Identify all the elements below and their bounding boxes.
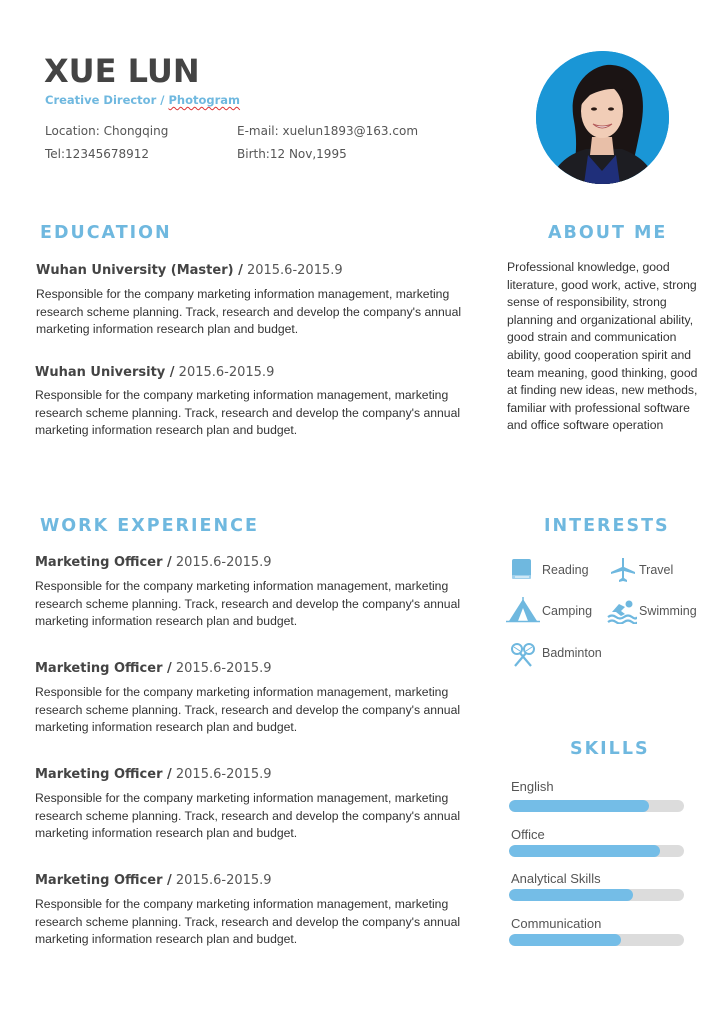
skill-english-fill — [509, 800, 649, 812]
job-title-extra: Photogram — [168, 93, 241, 107]
skill-analytical-label: Analytical Skills — [511, 871, 601, 886]
work-heading: WORK EXPERIENCE — [40, 516, 259, 536]
education-heading: EDUCATION — [40, 223, 172, 243]
work-4-date: 2015.6-2015.9 — [175, 873, 272, 888]
education-2-school: Wuhan University / — [35, 365, 175, 380]
work-4-description: Responsible for the company marketing information management, marketing research scheme planning. Track, research and develop the company's annual marketing information research plan and budget. — [35, 897, 461, 946]
work-1-description: Responsible for the company marketing information management, marketing research scheme planning. Track, research and develop the company's annual marketing information research plan and budget. — [35, 579, 461, 628]
profile-photo — [536, 51, 669, 184]
phone-text: Tel:12345678912 — [45, 147, 150, 161]
work-3-description: Responsible for the company marketing information management, marketing research scheme planning. Track, research and develop the company's annual marketing information research plan and budget. — [35, 791, 461, 840]
about-heading: ABOUT ME — [548, 223, 668, 243]
badminton-icon — [510, 642, 536, 668]
skill-communication-label: Communication — [511, 916, 602, 931]
skill-analytical-bar — [509, 889, 684, 901]
tent-icon — [506, 597, 540, 623]
airplane-icon — [610, 557, 636, 583]
education-entry-2-header — [35, 365, 274, 380]
birth-text: Birth:12 Nov,1995 — [237, 147, 347, 161]
location-text: Location: Chongqing — [45, 124, 169, 138]
work-1-date: 2015.6-2015.9 — [175, 555, 272, 570]
interest-reading: Reading — [542, 563, 589, 577]
skill-analytical-fill — [509, 889, 633, 901]
skills-heading: SKILLS — [570, 739, 650, 759]
interest-travel: Travel — [639, 563, 674, 577]
work-4-position: Marketing Officer / — [35, 873, 172, 888]
skill-english-bar — [509, 800, 684, 812]
education-1-description: Responsible for the company marketing information management, marketing research scheme planning. Track, research and develop the company's annual marketing information research plan and budget. — [36, 287, 462, 336]
education-2-description: Responsible for the company marketing information management, marketing research scheme planning. Track, research and develop the company's annual marketing information research plan and budget. — [35, 388, 461, 437]
skill-office-fill — [509, 845, 660, 857]
work-3-date: 2015.6-2015.9 — [175, 767, 272, 782]
education-1-date: 2015.6-2015.9 — [246, 263, 343, 278]
about-text: Professional knowledge, good literature, good work, active, strong sense of responsibility, strong planning and organizational ability, good strain and communication ability, good cooperation spirit and team meaning, good thinking, good at finding new ideas, new methods, familiar with professional software and office software operation — [507, 260, 698, 433]
book-icon — [510, 557, 534, 581]
work-entry-2-header — [35, 661, 272, 676]
email-text: E-mail: xuelun1893@163.com — [237, 124, 419, 138]
work-entry-3-header — [35, 767, 272, 782]
swimmer-icon — [607, 598, 637, 624]
education-1-school: Wuhan University (Master) / — [36, 263, 243, 278]
education-entry-1-header — [36, 263, 343, 278]
skill-english-label: English — [511, 779, 554, 794]
skill-office-bar — [509, 845, 684, 857]
interest-swimming: Swimming — [639, 604, 697, 618]
work-entry-1-header — [35, 555, 272, 570]
work-2-date: 2015.6-2015.9 — [175, 661, 272, 676]
interest-badminton: Badminton — [542, 646, 602, 660]
job-title-main: Creative Director / — [45, 93, 169, 107]
education-2-date: 2015.6-2015.9 — [178, 365, 275, 380]
interest-camping: Camping — [542, 604, 593, 618]
skill-communication-bar — [509, 934, 684, 946]
job-title — [45, 93, 240, 107]
work-2-description: Responsible for the company marketing information management, marketing research scheme planning. Track, research and develop the company's annual marketing information research plan and budget. — [35, 685, 461, 734]
work-2-position: Marketing Officer / — [35, 661, 172, 676]
work-1-position: Marketing Officer / — [35, 555, 172, 570]
work-3-position: Marketing Officer / — [35, 767, 172, 782]
skill-communication-fill — [509, 934, 621, 946]
candidate-name: XUE LUN — [44, 52, 200, 90]
interests-heading: INTERESTS — [544, 516, 670, 536]
skill-office-label: Office — [511, 827, 545, 842]
work-entry-4-header — [35, 873, 272, 888]
